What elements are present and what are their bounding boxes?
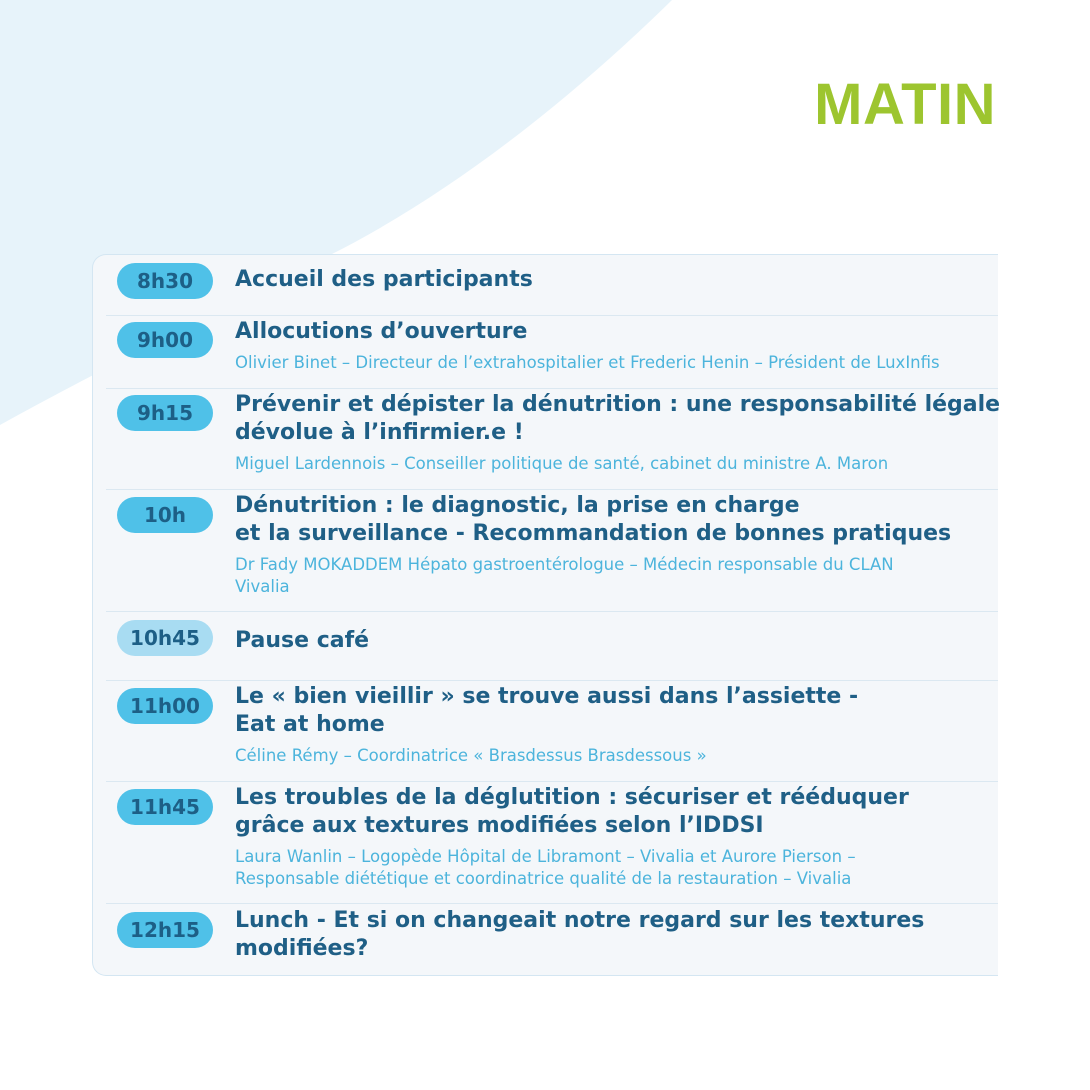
session-title: Allocutions d’ouverture <box>235 319 528 344</box>
page-title: MATIN <box>814 72 996 137</box>
session-title: Prévenir et dépister la dénutrition : une responsabilité légale <box>235 392 1001 417</box>
speaker-line: Miguel Lardennois – Conseiller politique de santé, cabinet du ministre A. Maron <box>235 454 889 473</box>
session-title: Dénutrition : le diagnostic, la prise en charge <box>235 493 800 518</box>
agenda-row-12h15 <box>106 904 998 976</box>
agenda-row-10h <box>106 490 998 611</box>
time-badge: 9h15 <box>117 395 213 431</box>
session-title-line-2: Eat at home <box>235 712 385 737</box>
agenda-row-11h45 <box>106 782 998 903</box>
agenda-row-10h45 <box>106 612 998 680</box>
time-badge: 8h30 <box>117 263 213 299</box>
session-title: Accueil des participants <box>235 267 533 292</box>
speaker-line-2: Responsable diététique et coordinatrice qualité de la restauration – Vivalia <box>235 869 852 888</box>
time-badge: 9h00 <box>117 322 213 358</box>
agenda-row-9h00 <box>106 316 998 388</box>
speaker-line: Céline Rémy – Coordinatrice « Brasdessus Brasdessous » <box>235 746 707 765</box>
time-badge: 12h15 <box>117 912 213 948</box>
agenda-row-11h00 <box>106 681 998 781</box>
speaker-line: Dr Fady MOKADDEM Hépato gastroentérologue – Médecin responsable du CLAN <box>235 555 894 574</box>
session-title: Les troubles de la déglutition : sécuriser et rééduquer <box>235 785 909 810</box>
time-badge: 11h45 <box>117 789 213 825</box>
time-badge: 10h45 <box>117 620 213 656</box>
speaker-line: Olivier Binet – Directeur de l’extrahospitalier et Frederic Henin – Président de LuxInfis <box>235 353 940 372</box>
time-badge: 11h00 <box>117 688 213 724</box>
session-title: Lunch - Et si on changeait notre regard sur les textures <box>235 908 925 933</box>
session-title-line-2: modifiées? <box>235 936 369 961</box>
agenda-row-9h15 <box>106 389 1001 489</box>
agenda-row-8h30 <box>106 255 998 315</box>
speaker-line-2: Vivalia <box>235 577 290 596</box>
session-title-line-2: grâce aux textures modifiées selon l’IDDSI <box>235 813 764 838</box>
speaker-line: Laura Wanlin – Logopède Hôpital de Libramont – Vivalia et Aurore Pierson – <box>235 847 856 866</box>
session-title-line-2: dévolue à l’infirmier.e ! <box>235 420 524 445</box>
session-title: Le « bien vieillir » se trouve aussi dans l’assiette - <box>235 684 859 709</box>
session-title: Pause café <box>235 628 370 653</box>
session-title-line-2: et la surveillance - Recommandation de bonnes pratiques <box>235 521 952 546</box>
time-badge: 10h <box>117 497 213 533</box>
